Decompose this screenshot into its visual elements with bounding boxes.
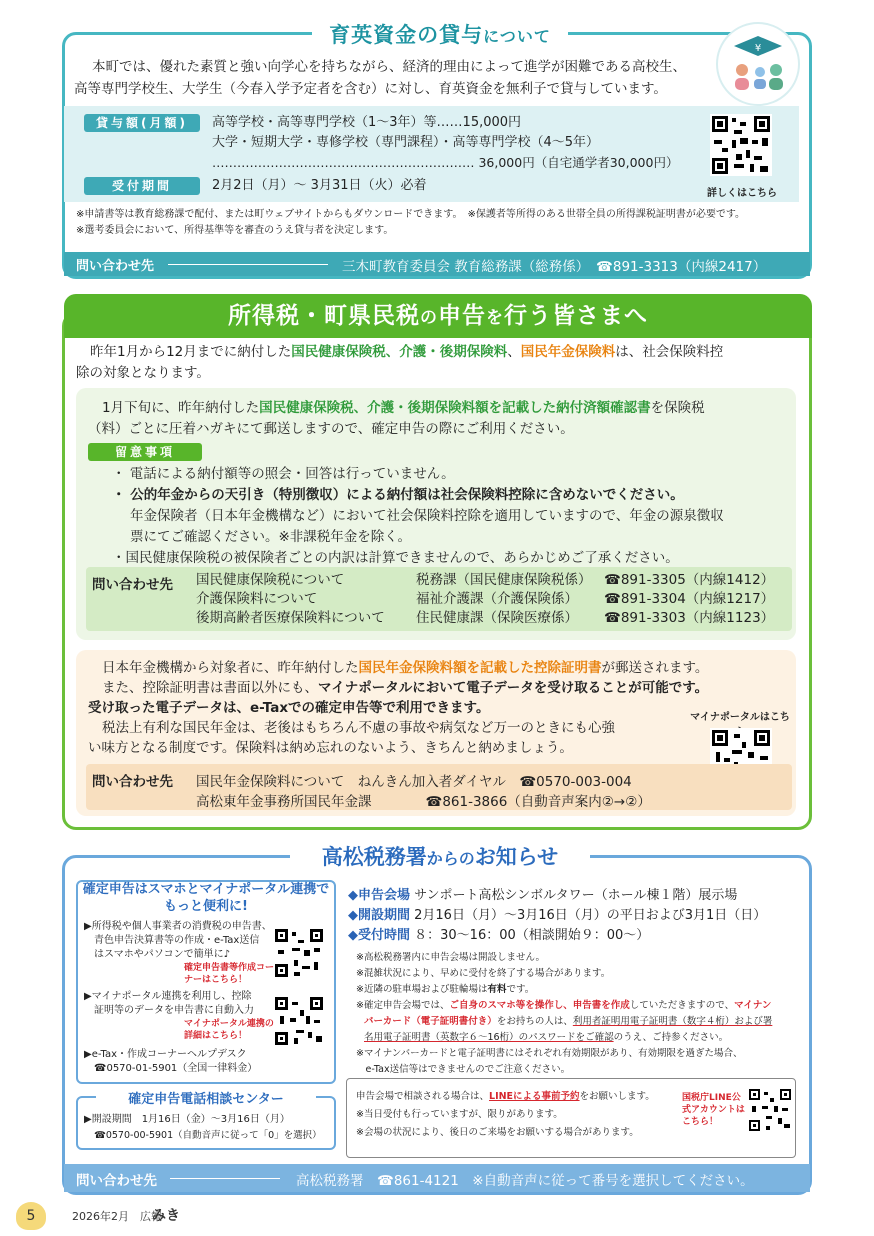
phone-consult-title: 確定申告電話相談センター (96, 1088, 316, 1107)
qr-code-filing-corner[interactable] (274, 928, 324, 978)
line-account-label[interactable]: 国税庁LINE公式アカウントはこちら！ (682, 1093, 745, 1127)
note-item-2c: 票にてご確認ください。※非課税年金を除く。 (130, 529, 412, 545)
filing-link-2[interactable]: マイナポータル連携の詳細はこちら！ (184, 1019, 274, 1041)
note-item-2: ・ 公的年金からの天引き（特別徴収）による納付額は社会保険料控除に含めないでください。 (112, 487, 684, 503)
filing-item-3: ▶e-Tax・作成コーナーヘルプデスク ☎0570-01-5901（全国一律料金） (84, 1049, 258, 1074)
note-item-1: ・ 電話による納付額等の照会・回答は行っていません。 (112, 466, 455, 482)
contact-divider (170, 1178, 280, 1179)
notes-list (112, 464, 792, 569)
loan-line-1: 高等学校・高等専門学校（1〜3年）等……15,000円 (212, 115, 522, 130)
insurance-contact-depts: 税務課（国民健康保険税係） 福祉介護課（介護保険係） 住民健康課（保険医療係） (416, 572, 592, 626)
smartphone-filing-title: 確定申告はスマホとマイナポータル連携で もっと便利に! (82, 882, 330, 914)
contact-divider (168, 264, 328, 265)
pension-notice-text: 日本年金機構から対象者に、昨年納付した国民年金保険料額を記載した控除証明書が郵送されます。 また、控除証明書は書面以外にも、マイナポータルにおいて電子データを受け取ることが可能です。 受け取った電子データは、e-Taxでの確定申告等で利用できます。 税法上有利な国民年金は、老後はもちろん不慮の事故や病気など万一のときにも心強 い味方となる制度です。保険料は納め忘れのないよう、きちんと納めましょう。 (88, 660, 709, 756)
tax-office-title: 高松税務署からのお知らせ (290, 840, 590, 874)
note-item-2b: 年金保険者（日本年金機構など）において社会保険料控除を適用していますので、年金の源泉徴収 (130, 508, 724, 524)
pension-contact-1: 国民年金保険料について ねんきん加入者ダイヤル ☎0570-003-004 (196, 774, 632, 790)
filing-item-2: ▶マイナポータル連携を利用し、控除 証明等のデータを申告書に自動入力 マイナポータル連携の詳細はこちら！ (84, 991, 274, 1041)
venue-info: ◆申告会場 サンポート高松シンボルタワー（ホール棟１階）展示場 ◆開設期間 2月16日（月）〜3月16日（月）の平日および3月1日（日） ◆受付時間 ８：30〜16：00（相談開始９：00〜） (348, 888, 767, 943)
tax-return-intro: 昨年1月から12月までに納付した国民健康保険税、介護・後期保険料、国民年金保険料は、社会保険料控 除の対象となります。 (76, 344, 724, 381)
qr-label-mynaportal: マイナポータルはこち (690, 712, 790, 723)
phone-consult-details: ▶開設期間 1月16日（金）〜3月16日（月） ☎0570-00-5901（自動音声に従って「0」を選択） (84, 1114, 322, 1141)
venue-notes: ※高松税務署内に申告会場は開設しません。 ※混雑状況により、早めに受付を終了する場合があります。 ※近隣の駐車場および駐輪場は有料です。 ※確定申告会場では、ご自身のスマホ等を操作し、申告書を作成していただきますので、マイナン バーカード（電子証明書付き）をお持ちの人は、利用者証明用電子証明書（数字４桁）および署 名用電子証明書（英数字６〜16桁）のパスワードをご確認のうえ、ご持参ください。 ※マイナンバーカードと電子証明書にはそれぞれ有効期限があり、有効期限を過ぎた場合、 e-Tax送信等はできませんのでご注意ください。 (356, 952, 773, 1075)
scholarship-icon (716, 22, 800, 106)
qr-code-mynaportal-link[interactable] (274, 996, 324, 1046)
contact-value: 三木町教育委員会 教育総務課（総務係） ☎891-3313（内線2417） (342, 259, 767, 275)
loan-amount-label: 貸与額(月額) (84, 114, 200, 132)
insurance-contact-tels: ☎891-3305（内線1412） ☎891-3304（内線1217） ☎891-3303（内線1123） (604, 572, 775, 626)
scholarship-title: 育英資金の貸与について (312, 20, 568, 50)
loan-line-2: 大学・短期大学・専修学校（専門課程）・高等専門学校（4〜5年） (212, 135, 600, 150)
pension-contact-2: 高松東年金事務所国民年金課 ☎861-3866（自動音声案内②→②） (196, 794, 651, 810)
page-number: 5 (16, 1202, 46, 1230)
filing-item-1: ▶所得税や個人事業者の消費税の申告書、 青色申告決算書等の作成・e-Tax送信 はスマホやパソコンで簡単に♪ 確定申告書等作成コーナーはこちら！ (84, 921, 275, 985)
tax-office-contact-bar (64, 1164, 810, 1192)
loan-line-3: ……………………………………………………… 36,000円（自宅通学者30,000円） (212, 155, 679, 170)
scholarship-note-2: ※選考委員会において、所得基準等を審査のうえ貸与者を決定します。 (76, 225, 394, 236)
scholarship-contact-bar (64, 252, 810, 276)
scholarship-note-1: ※申請書等は教育総務課で配付、または町ウェブサイトからもダウンロードできます。 ※保護者等所得のある世帯全員の所得課税証明書が必要です。 (76, 209, 746, 220)
reception-period-value: 2月2日（月）〜 3月31日（火）必着 (212, 178, 427, 193)
svg-text:¥: ¥ (754, 43, 762, 54)
insurance-contact-topics: 国民健康保険税について 介護保険料について 後期高齢者医療保険料について (196, 572, 385, 626)
contact-label: 問い合わせ先 (76, 1173, 157, 1189)
contact-label: 問い合わせ先 (76, 259, 155, 274)
contact-label: 問い合わせ先 (92, 577, 173, 593)
insurance-notice-text: 1月下旬に、昨年納付した国民健康保険税、介護・後期保険料額を記載した納付済額確認書を保険税 （料）ごとに圧着ハガキにて郵送しますので、確定申告の際にご利用ください。 (88, 400, 705, 437)
qr-code-scholarship[interactable] (710, 114, 772, 176)
scholarship-intro: 本町では、優れた素質と強い向学心を持ちながら、経済的理由によって進学が困難である高校生、 高等専門学校生、大学生（今春入学予定者を含む）に対し、育英資金を無利子で貸与しています。 (74, 59, 686, 97)
footer-logo: みき (152, 1208, 180, 1224)
filing-link-1[interactable]: 確定申告書等作成コーナーはこちら！ (184, 963, 275, 985)
consultation-text: 申告会場で相談される場合は、LINEによる事前予約をお願いします。 ※当日受付も行っていますが、限りがあります。 ※会場の状況により、後日のご来場をお願いする場合があります。 (356, 1091, 655, 1138)
note-item-3: ・国民健康保険税の被保険者ごとの内訳は計算できませんので、あらかじめご了承ください。 (112, 550, 679, 566)
qr-code-line[interactable] (748, 1088, 792, 1132)
qr-label-scholarship: 詳しくはこちら (707, 188, 777, 199)
footer-date: 2026年2月 広報 (72, 1210, 162, 1223)
reception-period-label: 受付期間 (84, 177, 200, 195)
contact-value: 高松税務署 ☎861-4121 ※自動音声に従って番号を選択してください。 (296, 1173, 754, 1189)
notes-label: 留意事項 (88, 443, 202, 461)
tax-return-title: 所得税・町県民税の申告を行う皆さまへ (64, 294, 812, 338)
contact-label: 問い合わせ先 (92, 774, 173, 790)
pension-contact-box (86, 764, 792, 810)
